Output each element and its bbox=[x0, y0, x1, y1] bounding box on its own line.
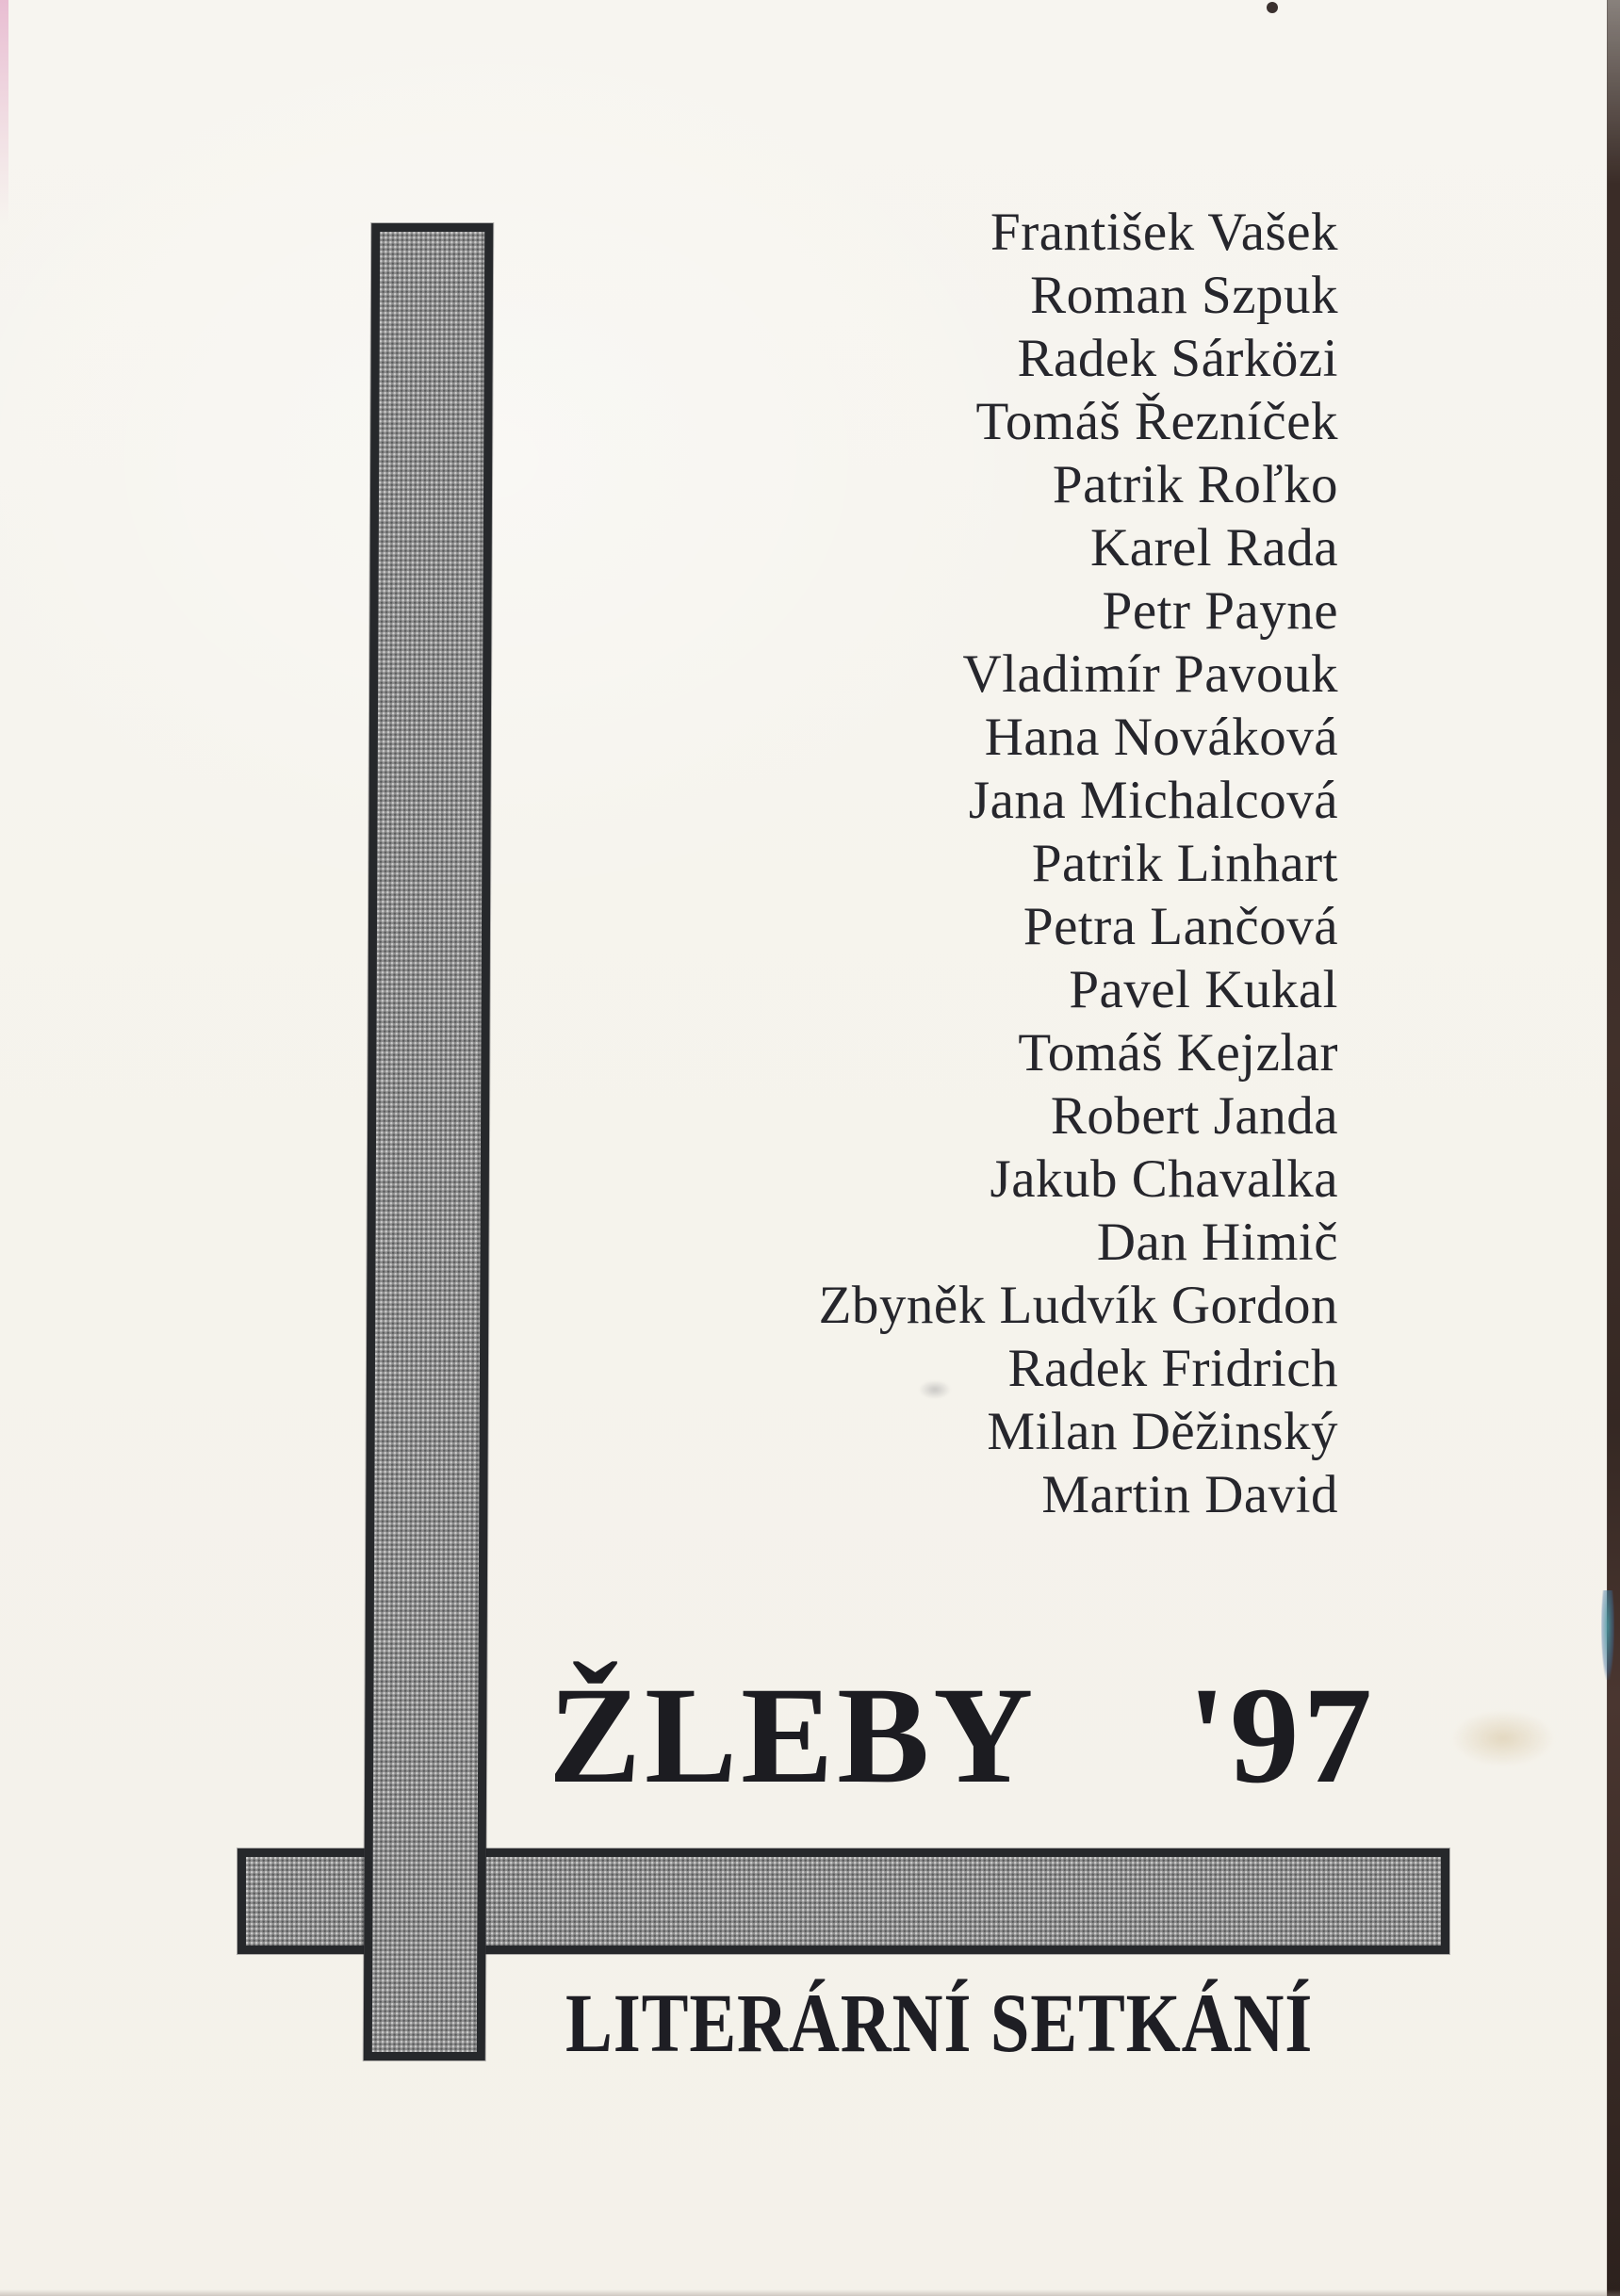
vertical-bar bbox=[364, 223, 494, 2060]
author-name: Milan Děžinský bbox=[987, 1402, 1338, 1461]
left-edge-tint bbox=[0, 0, 8, 226]
paper-stain bbox=[1451, 1710, 1555, 1767]
author-name: Petr Payne bbox=[1102, 581, 1338, 641]
corner-dot bbox=[1267, 2, 1278, 13]
author-name: Zbyněk Ludvík Gordon bbox=[818, 1276, 1338, 1335]
title-year: '97 bbox=[1187, 1658, 1376, 1812]
right-page-edge-shadow bbox=[1607, 0, 1620, 2296]
author-name: Vladimír Pavouk bbox=[962, 644, 1338, 704]
author-name: Radek Sárközi bbox=[1017, 329, 1338, 388]
authors-list bbox=[819, 201, 1338, 1526]
edge-glint bbox=[1601, 1590, 1614, 1680]
author-name: Dan Himič bbox=[1096, 1213, 1338, 1272]
author-name: Roman Szpuk bbox=[1030, 266, 1338, 325]
author-name: Patrik Roľko bbox=[1052, 455, 1338, 514]
title-row bbox=[548, 1658, 1376, 1812]
subtitle: LITERÁRNÍ SETKÁNÍ bbox=[565, 1978, 1314, 2070]
author-name: Tomáš Řezníček bbox=[975, 392, 1338, 451]
author-name: Patrik Linhart bbox=[1031, 834, 1338, 893]
bottom-edge-shadow bbox=[0, 2289, 1620, 2296]
author-name: Pavel Kukal bbox=[1069, 960, 1338, 1019]
author-name: Hana Nováková bbox=[984, 708, 1338, 767]
author-name: Karel Rada bbox=[1090, 518, 1338, 578]
author-name: Jana Michalcová bbox=[968, 771, 1338, 830]
author-name: Jakub Chavalka bbox=[990, 1149, 1338, 1209]
author-name: Robert Janda bbox=[1050, 1086, 1338, 1146]
author-name: Tomáš Kejzlar bbox=[1018, 1023, 1338, 1083]
author-name: Radek Fridrich bbox=[1007, 1339, 1338, 1398]
author-name: František Vašek bbox=[990, 203, 1338, 262]
author-name: Petra Lančová bbox=[1023, 897, 1338, 956]
page-title: ŽLEBY bbox=[548, 1658, 1038, 1812]
author-name: Martin David bbox=[1041, 1465, 1338, 1524]
